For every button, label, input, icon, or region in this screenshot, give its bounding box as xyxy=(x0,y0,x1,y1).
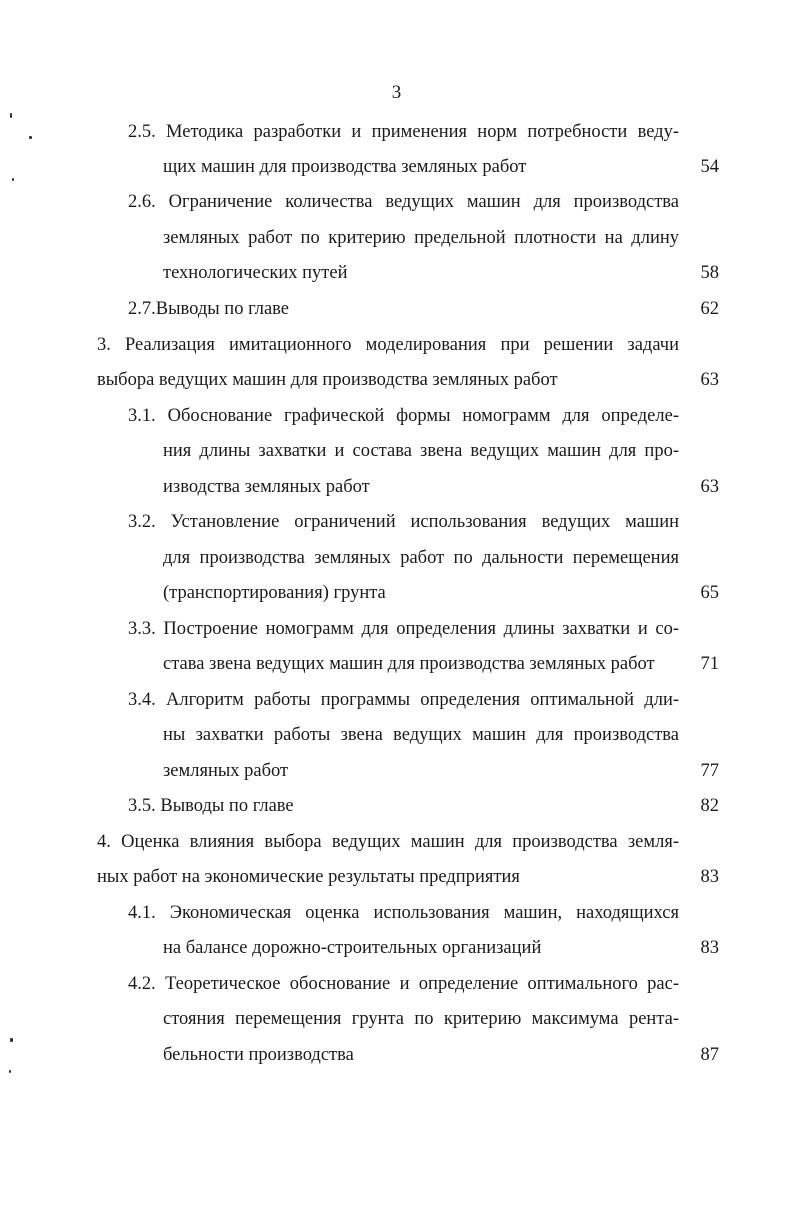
toc-entry-4-2-line-2: стояния перемещения грунта по критерию максимума рента- xyxy=(163,1009,679,1029)
toc-entry-2-6-page: 58 xyxy=(700,263,719,283)
scan-speck xyxy=(10,1038,13,1042)
toc-entry-3-page: 63 xyxy=(700,370,719,390)
toc-entry-2-5-line-1: 2.5. Методика разработки и применения норм потребности веду- xyxy=(128,122,679,142)
toc-entry-4-line-2: ных работ на экономические результаты предприятия xyxy=(97,867,520,887)
toc-entry-3-4-line-3: земляных работ xyxy=(163,761,289,781)
toc-entry-2-6-line-3: технологических путей xyxy=(163,263,348,283)
toc-entry-2-5-page: 54 xyxy=(700,157,719,177)
toc-entry-4-line-1: 4. Оценка влияния выбора ведущих машин для производства земля- xyxy=(97,832,679,852)
toc-entry-4-1-line-2: на балансе дорожно-строительных организаций xyxy=(163,938,542,958)
page-number: 3 xyxy=(391,82,402,103)
toc-entry-4-2-page: 87 xyxy=(700,1045,719,1065)
toc-entry-3-3-line-2: става звена ведущих машин для производства земляных работ xyxy=(163,654,655,674)
toc-entry-3-5-line-1: 3.5. Выводы по главе xyxy=(128,796,294,816)
toc-entry-2-7-page: 62 xyxy=(700,299,719,319)
toc-entry-2-6-line-2: земляных работ по критерию предельной плотности на длину xyxy=(163,228,679,248)
toc-entry-2-5-line-2: щих машин для производства земляных работ xyxy=(163,157,527,177)
toc-entry-3-3-line-1: 3.3. Построение номограмм для определения длины захватки и со- xyxy=(128,619,679,639)
toc-entry-4-2-line-1: 4.2. Теоретическое обоснование и определение оптимального рас- xyxy=(128,974,679,994)
toc-entry-3-1-line-1: 3.1. Обоснование графической формы номограмм для определе- xyxy=(128,406,679,426)
toc-entry-3-1-line-3: изводства земляных работ xyxy=(163,477,370,497)
toc-entry-3-1-page: 63 xyxy=(700,477,719,497)
toc-entry-4-2-line-3: бельности производства xyxy=(163,1045,354,1065)
scan-speck xyxy=(10,113,12,118)
toc-entry-2-6-line-1: 2.6. Ограничение количества ведущих машин для производства xyxy=(128,192,679,212)
toc-entry-4-1-line-1: 4.1. Экономическая оценка использования машин, находящихся xyxy=(128,903,679,923)
toc-entry-2-7-line-1: 2.7.Выводы по главе xyxy=(128,299,290,319)
toc-entry-3-4-line-2: ны захватки работы звена ведущих машин для производства xyxy=(163,725,679,745)
toc-entry-3-2-line-3: (транспортирования) грунта xyxy=(163,583,386,603)
scan-speck xyxy=(9,1070,11,1073)
scan-speck xyxy=(29,136,32,139)
toc-entry-3-2-line-1: 3.2. Установление ограничений использования ведущих машин xyxy=(128,512,679,532)
toc-entry-3-4-page: 77 xyxy=(700,761,719,781)
toc-entry-3-2-page: 65 xyxy=(700,583,719,603)
toc-entry-3-4-line-1: 3.4. Алгоритм работы программы определения оптимальной дли- xyxy=(128,690,679,710)
toc-entry-3-2-line-2: для производства земляных работ по дальности перемещения xyxy=(163,548,679,568)
toc-entry-3-1-line-2: ния длины захватки и состава звена ведущих машин для про- xyxy=(163,441,679,461)
toc-entry-3-5-page: 82 xyxy=(700,796,719,816)
toc-entry-3-line-1: 3. Реализация имитационного моделирования при решении задачи xyxy=(97,335,679,355)
toc-entry-4-page: 83 xyxy=(700,867,719,887)
toc-entry-4-1-page: 83 xyxy=(700,938,719,958)
toc-entry-3-3-page: 71 xyxy=(700,654,719,674)
scan-speck xyxy=(12,178,14,181)
toc-entry-3-line-2: выбора ведущих машин для производства земляных работ xyxy=(97,370,558,390)
